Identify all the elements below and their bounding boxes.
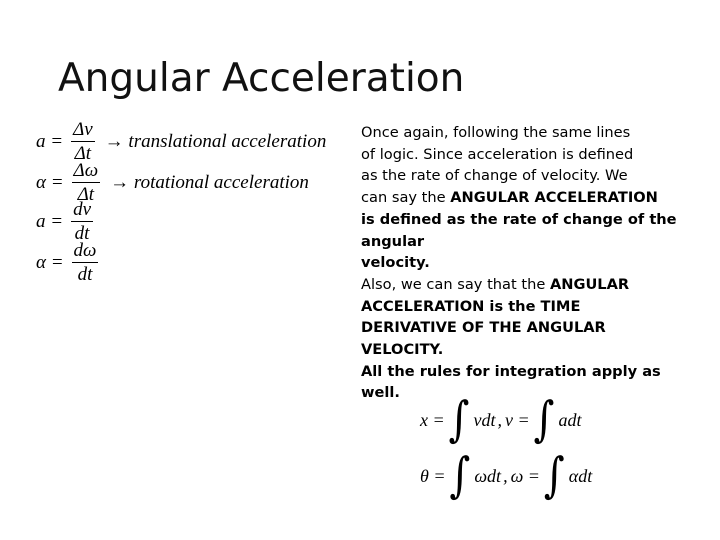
explanation-text xyxy=(361,122,677,404)
integral-lhs: v = xyxy=(504,409,530,430)
integral-body: αdt xyxy=(568,465,593,486)
integral-linear xyxy=(420,392,582,448)
integral-sign-icon: ∫ xyxy=(448,392,470,448)
equation-lhs: a = xyxy=(36,130,64,152)
text-line: VELOCITY. xyxy=(361,341,444,359)
integral-angular xyxy=(420,448,593,504)
equation-derivative-linear xyxy=(36,200,103,243)
fraction xyxy=(71,200,93,243)
equation-lhs: α = xyxy=(36,251,64,273)
integral-lhs: x = xyxy=(420,409,445,430)
equation-lhs: α = xyxy=(36,171,64,193)
text-line: well. xyxy=(361,384,400,402)
fraction-denominator: Δt xyxy=(77,184,95,205)
fraction-numerator: Δω xyxy=(73,160,99,181)
text-line: velocity. xyxy=(361,254,430,272)
text-bold: ANGULAR xyxy=(549,275,630,293)
text-bold: ANGULAR ACCELERATION xyxy=(450,189,658,207)
integral-body: vdt xyxy=(473,409,496,430)
fraction-denominator: dt xyxy=(77,264,93,285)
equation-derivative-angular xyxy=(36,241,108,284)
slide-title: Angular Acceleration xyxy=(58,56,465,101)
text-plain: Also, we can say that the xyxy=(361,275,550,293)
fraction xyxy=(71,120,95,163)
integral-body: adt xyxy=(558,409,582,430)
equation-lhs: a = xyxy=(36,210,64,232)
fraction xyxy=(72,161,101,204)
fraction-denominator: Δt xyxy=(74,143,92,164)
equation-translational xyxy=(36,120,326,163)
integral-body: ωdt xyxy=(474,465,502,486)
text-plain: can say the xyxy=(361,189,451,207)
fraction-numerator: Δv xyxy=(73,119,93,140)
text-line xyxy=(361,187,661,209)
integral-separator: , xyxy=(497,409,502,430)
text-line: Once again, following the same lines xyxy=(361,124,631,141)
text-line xyxy=(361,274,661,296)
integral-sign-icon: ∫ xyxy=(533,392,555,448)
text-line: of logic. Since acceleration is defined xyxy=(361,145,634,163)
integral-lhs: ω = xyxy=(510,465,540,486)
equation-description: → rotational acceleration xyxy=(110,171,309,193)
fraction xyxy=(72,241,99,284)
text-line: DERIVATIVE OF THE ANGULAR xyxy=(361,319,606,337)
fraction-numerator: dv xyxy=(73,199,92,220)
integral-sign-icon: ∫ xyxy=(543,448,565,504)
equation-rotational xyxy=(36,161,309,204)
fraction-denominator: dt xyxy=(74,223,90,244)
fraction-numerator: dω xyxy=(73,240,97,261)
text-line: All the rules for integration apply as xyxy=(361,362,661,380)
integral-lhs: θ = xyxy=(420,465,446,486)
integral-sign-icon: ∫ xyxy=(449,448,471,504)
equation-description: → translational acceleration xyxy=(104,130,327,152)
text-line: as the rate of change of velocity. We xyxy=(361,167,628,185)
integral-separator: , xyxy=(503,465,508,486)
text-line: angular xyxy=(361,232,425,250)
text-line: is defined as the rate of change of the xyxy=(361,210,677,228)
text-line: ACCELERATION is the TIME xyxy=(361,297,581,315)
